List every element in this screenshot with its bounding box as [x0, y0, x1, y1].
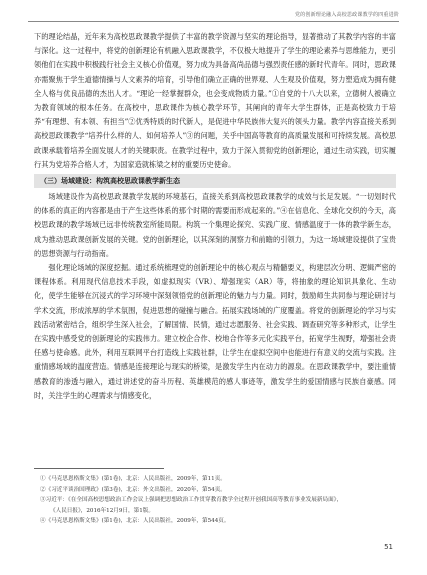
page-number: 51	[384, 543, 393, 551]
header-rule	[28, 21, 399, 22]
paragraph-1: 下的理论结晶，近年来为高校思政课教学提供了丰富的教学资源与坚实的理论指导，显著推动了其教学内容的丰富与深化。这一过程中，将党的创新理论有机融入思政课教学，不仅极大地提升了学生的理论素养与思维能力，更引领他们在实践中积极践行社会主义核心价值观，努力成为具备高尚品德与强烈责任感的新时代青年。同时，思政课亦需聚焦于学生道德情操与人文素养的培育，引导他们确立正确的世界观、人生观及价值观，努力塑造成为拥有健全人格与优良品德的杰出人才。“理论一经掌握群众，也会变成物质力量。”①自党的十八大以来，立德树人被确立为教育领域的根本任务。在高校中，思政课作为核心教学环节，其阐向的青年大学生群体，正是高校致力于培养“有理想、有本领、有担当”②优秀特质的时代新人，是促进中华民族伟大复兴的领头力量。教学内容直接关系到高校思政课教学“培养什么样的人、如何培养人”③的问题，关乎中国高等教育的高质量发展和可持续发展。高校思政课承载着培养全面发展人才的关键职责。在教学过程中，致力于深入贯彻党的创新理论，通过生动实践，切实履行其为党培养合格人才，为国家造就栋梁之材的重要历史使命。	[34, 32, 396, 169]
body-text	[34, 30, 396, 403]
footnote-3-continued: 《人民日报》，2016年12月9日，第1版。	[50, 507, 154, 514]
footnote-2: ②《习近平谈治国理政》(第3卷)，北京：外文出版社，2020年，第54页。	[40, 486, 226, 493]
footnote-rule	[34, 468, 164, 469]
footnote-1: ①《马克思恩格斯文集》(第1卷)，北京：人民出版社，2009年，第11页。	[40, 476, 226, 482]
paragraph-2: 场域建设作为高校思政课教学发展的环境基石，直接关系到高校思政课教学的成效与长足发展。“一切划时代的体系的真正的内容都是由于产生这些体系的那个时期的需要而形成起来的。”④在信息化、全球化交织的今天，高校思政课的教学场域已远非传统教室所能局限。构筑一个集理论探究、实践广度、情感温度于一体的教学新生态，成为推动思政课创新发展的关键。党的创新理论，以其深刻的洞察力和前瞻的引领力，为这一场域建设提供了宝贵的思想资源与行动指南。	[34, 192, 396, 258]
footnotes	[40, 474, 380, 527]
paragraph-3: 强化理论场域的深度挖掘。通过系统梳理党的创新理论中的核心观点与精髓要义，构建层次分明、逻辑严密的课程体系。利用现代信息技术手段，如虚拟现实（VR）、增强现实（AR）等，将抽象的理论知识具象化、生动化，使学生能够在沉浸式的学习环境中深刻领悟党的创新理论的魅力与力量。同时，鼓励师生共同参与理论研讨与学术交流，形成浓厚的学术氛围，促进思想的碰撞与融合。拓展实践场域的广度覆盖。将党的创新理论的学习与实践活动紧密结合，组织学生深入社会，了解国情、民情，通过志愿服务、社会实践、调查研究等多种形式，让学生在实践中感受党的创新理论的实践伟力。建立校企合作、校地合作等多元化实践平台，拓宽学生视野，增强社会责任感与使命感。此外，利用互联网平台打造线上实践社群，让学生在虚拟空间中也能进行有意义的交流与实践。注重情感场域的温度营造。情感是连接理论与现实的桥梁，是激发学生内在动力的源泉。在思政课教学中，要注重情感教育的渗透与融入，通过讲述党的奋斗历程、英雄模范的感人事迹等，激发学生的爱国情感与民族自豪感。同时，关注学生的心理需求与情感变化，	[34, 263, 396, 400]
running-header: 党的创新理论融入高校思政课教学的四重进阶	[294, 12, 399, 18]
section-heading: （三）场域建设：构筑高校思政课教学新生态	[34, 174, 396, 188]
footnote-4: ④《马克思恩格斯文集》(第1卷)，北京：人民出版社，2009年，第544页。	[40, 518, 230, 525]
footnote-3: ③习近平：《在全国高校思想政治工作会议上强调把思想政治工作贯穿教育教学全过程开创我国高等教育事业发展新局面》，	[40, 497, 343, 504]
